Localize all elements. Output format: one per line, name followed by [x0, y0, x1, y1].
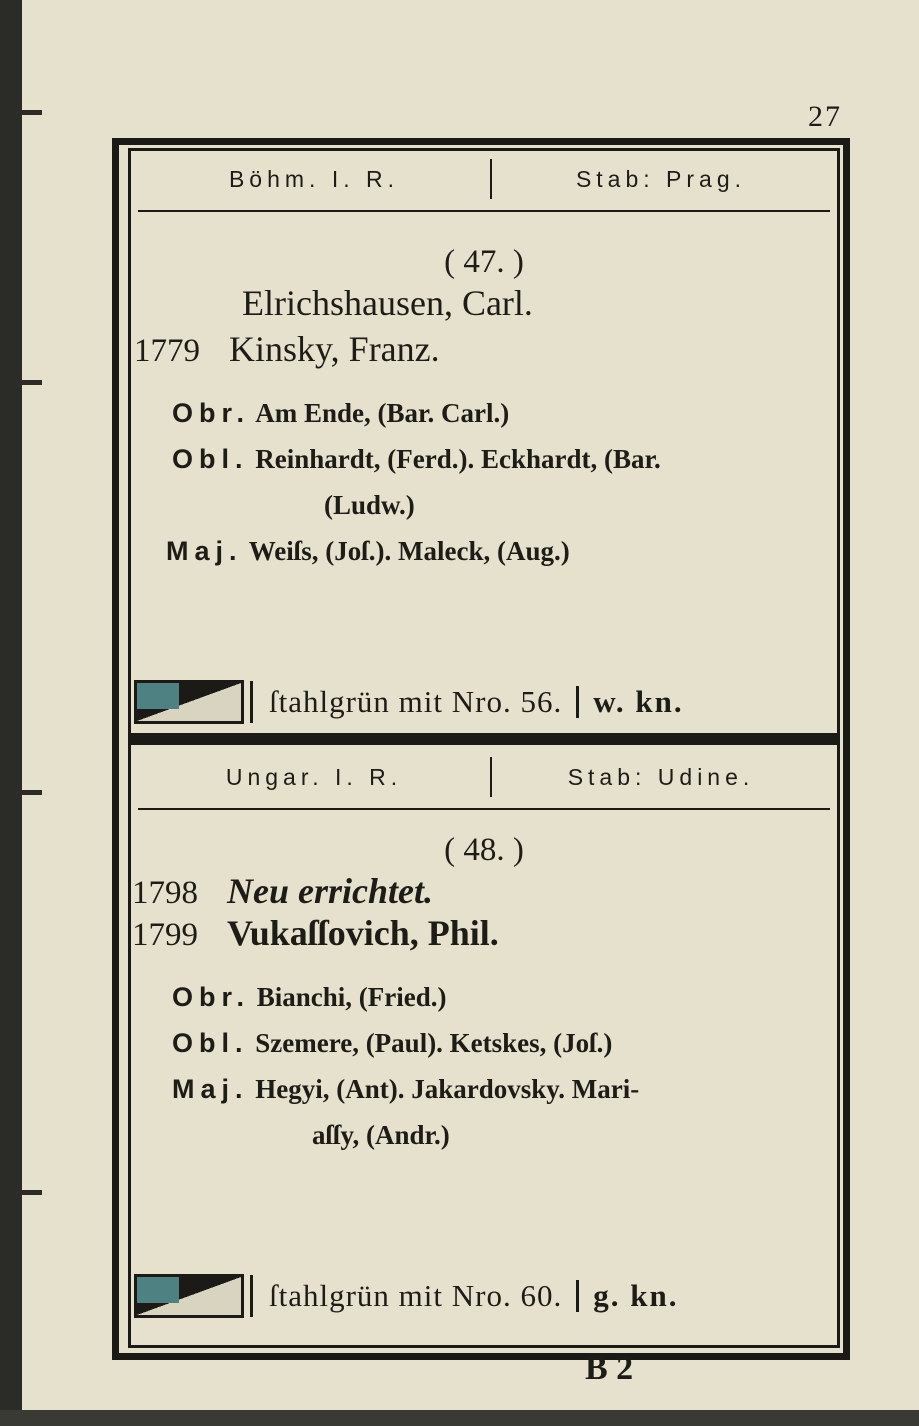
- facing-color: ſtahlgrün mit Nro. 56.: [269, 684, 563, 719]
- facing-color-swatch: [134, 680, 244, 724]
- owner-line: [134, 328, 440, 370]
- footer-separator: [576, 1280, 579, 1312]
- officer-rank: Obr.: [172, 982, 251, 1012]
- officer-rank: Obl.: [172, 444, 249, 474]
- officer-names: Hegyi, (Ant). Jakardovsky. Mari-: [255, 1074, 640, 1104]
- entry-header: [138, 746, 830, 810]
- staff-location: Stab: Prag.: [575, 165, 747, 192]
- footer-separator: [250, 1275, 253, 1317]
- owner-year: 1798: [132, 875, 198, 911]
- button-color: w. kn.: [593, 684, 684, 719]
- officer-line: [172, 398, 509, 429]
- owner-year: 1779: [134, 333, 200, 369]
- owner-name: Neu errichtet.: [227, 871, 433, 911]
- officer-rank: Maj.: [166, 536, 243, 566]
- owner-name: Kinsky, Franz.: [229, 329, 440, 369]
- binding-mark: [22, 380, 42, 385]
- button-color: g. kn.: [593, 1278, 679, 1313]
- officer-names: Am Ende, (Bar. Carl.): [255, 398, 510, 428]
- officer-rank: Maj.: [172, 1074, 249, 1104]
- page-number: 27: [808, 100, 842, 133]
- entry-header: [138, 148, 830, 212]
- officer-rank: Obl.: [172, 1028, 249, 1058]
- owner-line: [242, 282, 533, 324]
- regiment-number: ( 47. ): [444, 244, 524, 280]
- officer-names: (Ludw.): [324, 490, 415, 520]
- owner-line: [132, 870, 433, 912]
- regiment-entry-48: [128, 740, 840, 1348]
- officer-line: [172, 444, 661, 475]
- signature-mark: B 2: [585, 1350, 634, 1387]
- officer-line: [312, 1120, 450, 1151]
- officer-line: [172, 1028, 612, 1059]
- owner-line: [132, 912, 499, 954]
- officer-names: Reinhardt, (Ferd.). Eckhardt, (Bar.: [255, 444, 661, 474]
- entry-footer: [128, 1270, 840, 1322]
- book-spine: [0, 0, 22, 1426]
- facing-color-swatch: [134, 1274, 244, 1318]
- officer-line: [324, 490, 415, 521]
- staff-location: Stab: Udine.: [567, 763, 755, 790]
- footer-separator: [576, 686, 579, 718]
- page-bottom-edge: [0, 1410, 919, 1426]
- unit-name: Böhm. I. R.: [228, 165, 400, 192]
- owner-year: 1799: [132, 917, 198, 953]
- footer-separator: [250, 681, 253, 723]
- officer-rank: Obr.: [172, 398, 251, 428]
- officer-line: [166, 536, 570, 567]
- swatch-tint: [137, 683, 179, 709]
- officer-names: Szemere, (Paul). Ketskes, (Joſ.): [255, 1028, 613, 1058]
- owner-name: Elrichshausen, Carl.: [242, 283, 533, 323]
- binding-mark: [22, 110, 42, 115]
- officer-line: [172, 982, 447, 1013]
- regiment-number: ( 48. ): [444, 832, 524, 868]
- regiment-entry-47: [128, 148, 840, 738]
- owner-name: Vukaſſovich, Phil.: [227, 913, 499, 953]
- swatch-tint: [137, 1277, 179, 1303]
- officer-line: [172, 1074, 639, 1105]
- officer-names: aſſy, (Andr.): [312, 1120, 450, 1150]
- officer-names: Weiſs, (Joſ.). Maleck, (Aug.): [248, 536, 570, 566]
- facing-color: ſtahlgrün mit Nro. 60.: [269, 1278, 563, 1313]
- binding-mark: [22, 790, 42, 795]
- entry-footer: [128, 676, 840, 728]
- unit-name: Ungar. I. R.: [225, 763, 403, 790]
- binding-mark: [22, 1190, 42, 1195]
- officer-names: Bianchi, (Fried.): [256, 982, 447, 1012]
